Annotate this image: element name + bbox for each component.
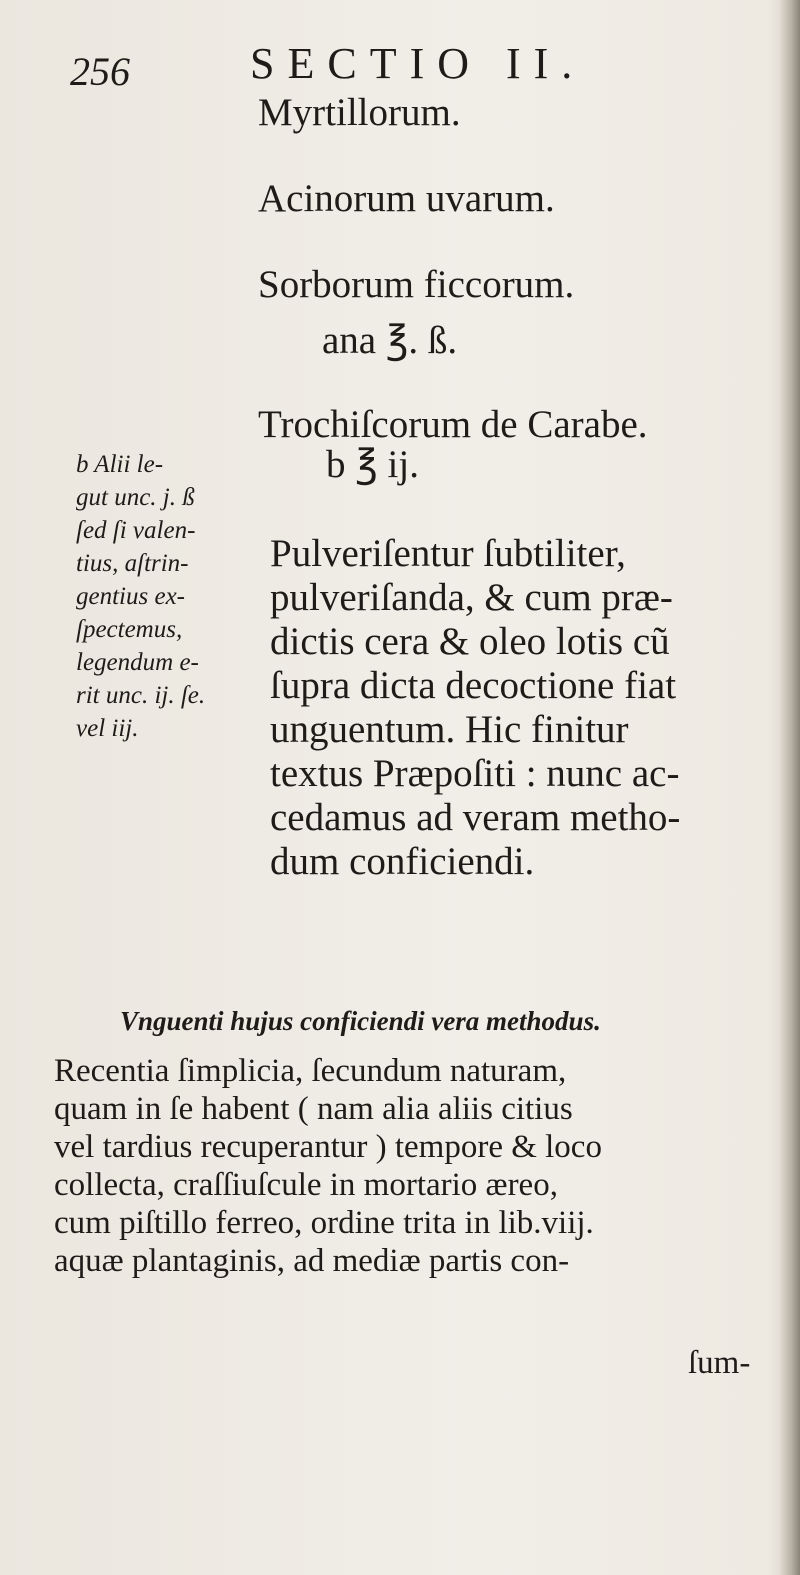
paragraph-line: aquæ plantaginis, ad mediæ partis con- xyxy=(54,1243,570,1279)
paragraph-line: cedamus ad veram metho- xyxy=(270,796,681,839)
recipe-line: b ℥ ij. xyxy=(326,443,419,486)
paragraph-line: unguentum. Hic finitur xyxy=(270,708,629,751)
margin-note-line: ſpectemus, xyxy=(76,616,183,643)
margin-note-line: rit unc. ij. ſe. xyxy=(76,682,206,709)
recipe-line: ana ℥. ß. xyxy=(322,319,458,362)
paragraph-line: collecta, craſſiuſcule in mortario æreo, xyxy=(54,1167,558,1203)
margin-note xyxy=(76,448,205,745)
page-spine-shadow xyxy=(780,0,800,1575)
paragraph-line: ſupra dicta decoctione fiat xyxy=(270,664,677,707)
margin-note-line: ſed ſi valen- xyxy=(76,517,196,544)
paragraph-line: quam in ſe habent ( nam alia aliis citius xyxy=(54,1091,573,1127)
main-paragraph xyxy=(270,532,680,884)
margin-note-line: gentius ex- xyxy=(76,583,185,610)
margin-note-line: tius, aſtrin- xyxy=(76,550,189,577)
paragraph-line: dictis cera & oleo lotis cũ xyxy=(270,620,670,663)
section-heading: Vnguenti hujus conficiendi vera methodus. xyxy=(120,1006,601,1036)
catchword: ſum- xyxy=(688,1345,751,1381)
body-paragraph xyxy=(54,1052,602,1280)
running-head: SECTIO II. xyxy=(250,39,586,88)
paragraph-line: vel tardius recuperantur ) tempore & loco xyxy=(54,1129,602,1165)
paragraph-line: Pulveriſentur ſubtiliter, xyxy=(270,532,626,575)
paragraph-line: pulveriſanda, & cum præ- xyxy=(270,576,673,619)
paragraph-line: Recentia ſimplicia, ſecundum naturam, xyxy=(54,1053,567,1089)
recipe-line: Trochiſcorum de Carabe. xyxy=(258,403,648,446)
recipe-line: Sorborum ficcorum. xyxy=(258,263,575,306)
recipe-line: Acinorum uvarum. xyxy=(258,177,555,220)
margin-note-line: gut unc. j. ß xyxy=(76,484,195,511)
recipe-line: Myrtillorum. xyxy=(258,91,461,134)
paragraph-line: cum piſtillo ferreo, ordine trita in lib.viij. xyxy=(54,1205,594,1241)
margin-note-line: b Alii le- xyxy=(76,451,164,478)
margin-note-line: legendum e- xyxy=(76,649,199,676)
margin-note-line: vel iij. xyxy=(76,715,139,742)
page-number: 256 xyxy=(70,49,130,94)
paragraph-line: textus Præpoſiti : nunc ac- xyxy=(270,752,680,795)
paragraph-line: dum conficiendi. xyxy=(270,840,535,883)
